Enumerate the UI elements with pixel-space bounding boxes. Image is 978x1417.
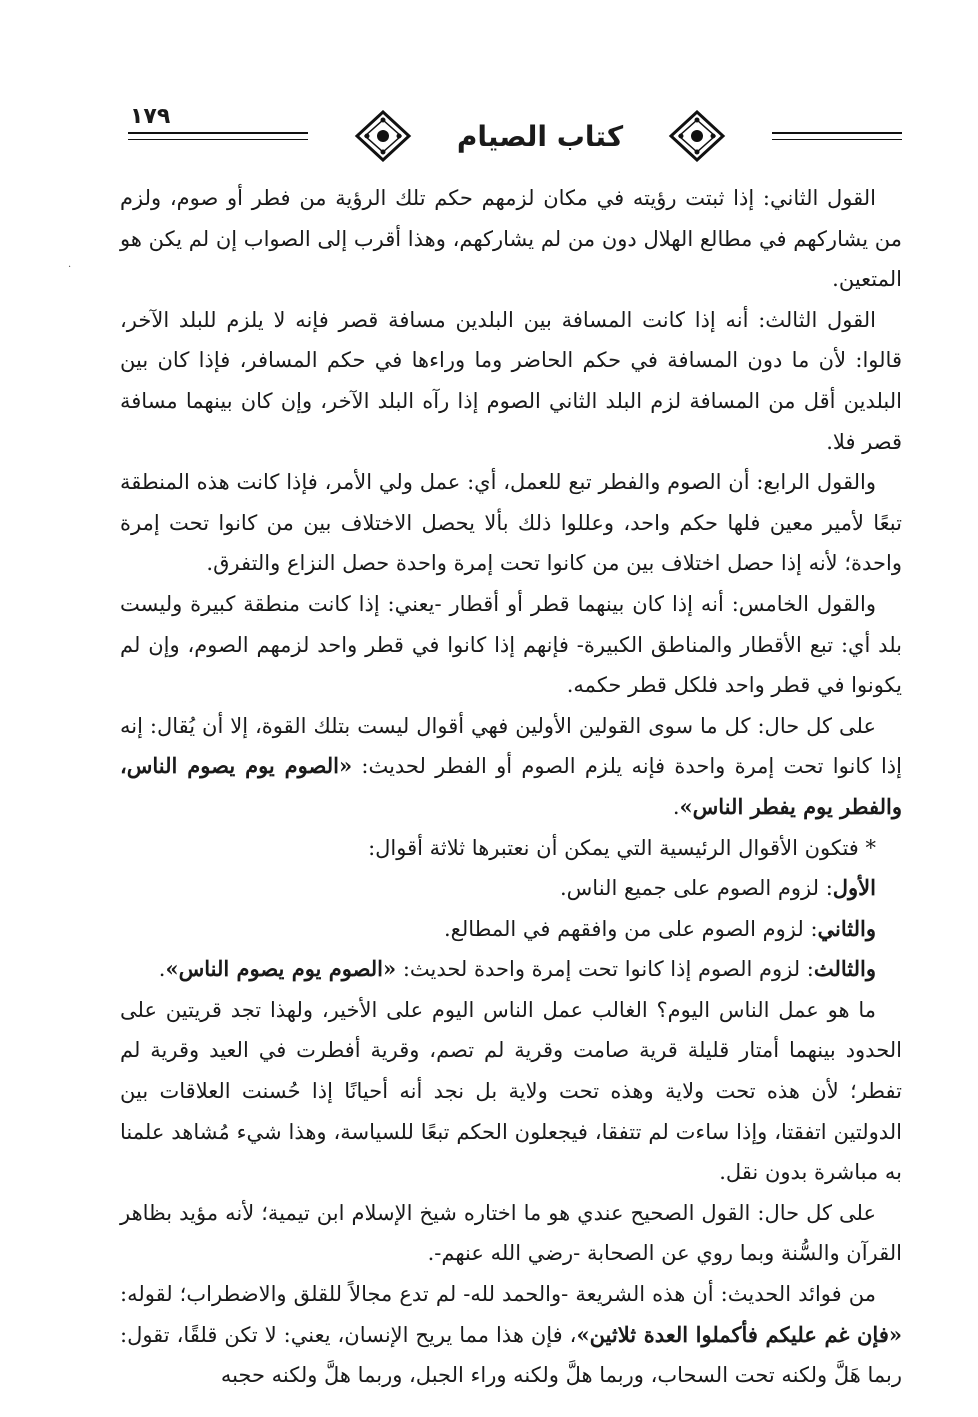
emphasis-text: «الصوم يوم يصوم الناس» xyxy=(165,956,397,982)
paragraph-text: . xyxy=(158,957,166,982)
title-band xyxy=(318,110,762,162)
paragraph-text: : لزوم الصوم إذا كانوا تحت إمرة واحدة لحديث: xyxy=(396,957,814,982)
body-text xyxy=(120,178,902,1396)
paragraph xyxy=(120,909,902,950)
emphasis-text: الأول xyxy=(832,875,876,901)
paragraph-text: * فتكون الأقوال الرئيسية التي يمكن أن نعتبرها ثلاثة أقوال: xyxy=(368,835,876,860)
paragraph xyxy=(120,584,902,706)
paragraph xyxy=(120,462,902,584)
paragraph xyxy=(120,300,902,462)
margin-mark: · xyxy=(68,262,72,273)
paragraph xyxy=(120,706,902,828)
paragraph xyxy=(120,178,902,300)
paragraph-text: والقول الرابع: أن الصوم والفطر تبع للعمل، أي: عمل ولي الأمر، فإذا كانت هذه المنطقة تبعًا لأمير معين فلها حكم واحد، وعللوا ذلك بألا يحصل الاختلاف بين من كانوا تحت إمرة واحدة؛ لأنه إذا حصل اختلاف بين من كانوا تحت إمرة واحدة حصل النزاع والتفرق. xyxy=(120,470,902,576)
emphasis-text: «فإن غم عليكم فأكملوا العدة ثلاثين» xyxy=(576,1321,902,1347)
emphasis-text: والثالث xyxy=(813,956,876,982)
header-rule-right xyxy=(772,132,902,140)
left-ornament-icon xyxy=(353,110,413,162)
paragraph xyxy=(120,990,902,1193)
header-rule-left xyxy=(128,132,308,140)
right-ornament-icon xyxy=(667,110,727,162)
emphasis-text: والثاني xyxy=(817,915,876,941)
paragraph xyxy=(120,1193,902,1274)
paragraph-text: القول الثالث: أنه إذا كانت المسافة بين البلدين مسافة قصر فإنه لا يلزم للبلد الآخر، قالوا: لأن ما دون المسافة في حكم الحاضر وما وراءها في حكم المسافر، فإذا كان بين البلدين أقل من المسافة لزم البلد الثاني الصوم إذا رآه البلد الآخر، وإن كان بينهما مسافة قصر فلا. xyxy=(120,307,902,454)
paragraph-text: : لزوم الصوم على جميع الناس. xyxy=(560,876,833,901)
paragraph-text: القول الثاني: إذا ثبتت رؤيته في مكان لزمهم حكم تلك الرؤية من فطر أو صوم، ولزم من يشاركهم في مطالع الهلال دون من لم يشاركهم، وهذا أقرب إلى الصواب إن لم يكن هو المتعين. xyxy=(120,186,902,292)
paragraph xyxy=(120,828,902,869)
page-header xyxy=(128,104,902,174)
page-number: ١٧٩ xyxy=(130,104,171,129)
paragraph-text: على كل حال: كل ما سوى القولين الأولين فهي أقوال ليست بتلك القوة، إلا أن يُقال: إنه إذا كانوا تحت إمرة واحدة فإنه يلزم الصوم أو الفطر لحديث: xyxy=(120,713,902,779)
paragraph-text: والقول الخامس: أنه إذا كان بينهما قطر أو أقطار -يعني: إذا كانت منطقة كبيرة وليست بلد أي: تبع الأقطار والمناطق الكبيرة- فإنهم إذا كانوا في قطر واحد لزمهم الصوم، وإن لم يكونوا في قطر واحد فلكل قطر حكمه. xyxy=(120,591,902,698)
paragraph xyxy=(120,1274,902,1396)
paragraph-text: على كل حال: القول الصحيح عندي هو ما اختاره شيخ الإسلام ابن تيمية؛ لأنه مؤيد بظاهر القرآن والسُّنة وبما روي عن الصحابة -رضي الله عنهم-. xyxy=(120,1200,902,1266)
paragraph-text: : لزوم الصوم على من وافقهم في المطالع. xyxy=(444,916,818,941)
emphasis-text: «الصوم يوم يصوم الناس، والفطر يوم يفطر الناس» xyxy=(120,753,902,819)
paragraph-text: ، فإن هذا مما يريح الإنسان، يعني: لا تكن قلقًا، تقول: ربما هَلَّ ولكنه تحت السحاب، وربما هلَّ ولكنه وراء الجبل، وربما هلَّ ولكنه حجبه xyxy=(120,1322,902,1388)
paragraph xyxy=(120,949,902,990)
paragraph-text: ما هو عمل الناس اليوم؟ الغالب عمل الناس اليوم على الأخير، ولهذا تجد قريتين على الحدود بينهما أمتار قليلة قرية صامت وقرية لم تصم، وقرية أفطرت في العيد وقرية لم تفطر؛ لأن هذه تحت ولاية وهذه تحت ولاية بل نجد أنه أحيانًا إذا حُسنت العلاقات بين الدولتين اتفقتا، وإذا ساءت لم تتفقا، فيجعلون الحكم تبعًا للسياسة، وهذا شيء مُشاهد علمنا به مباشرة بدون نقل. xyxy=(120,997,902,1185)
book-title: كتاب الصيام xyxy=(456,119,624,153)
paragraph-text: . xyxy=(672,794,680,819)
paragraph xyxy=(120,868,902,909)
paragraph-text: من فوائد الحديث: أن هذه الشريعة -والحمد لله- لم تدع مجالاً للقلق والاضطراب؛ لقوله: xyxy=(120,1282,876,1307)
